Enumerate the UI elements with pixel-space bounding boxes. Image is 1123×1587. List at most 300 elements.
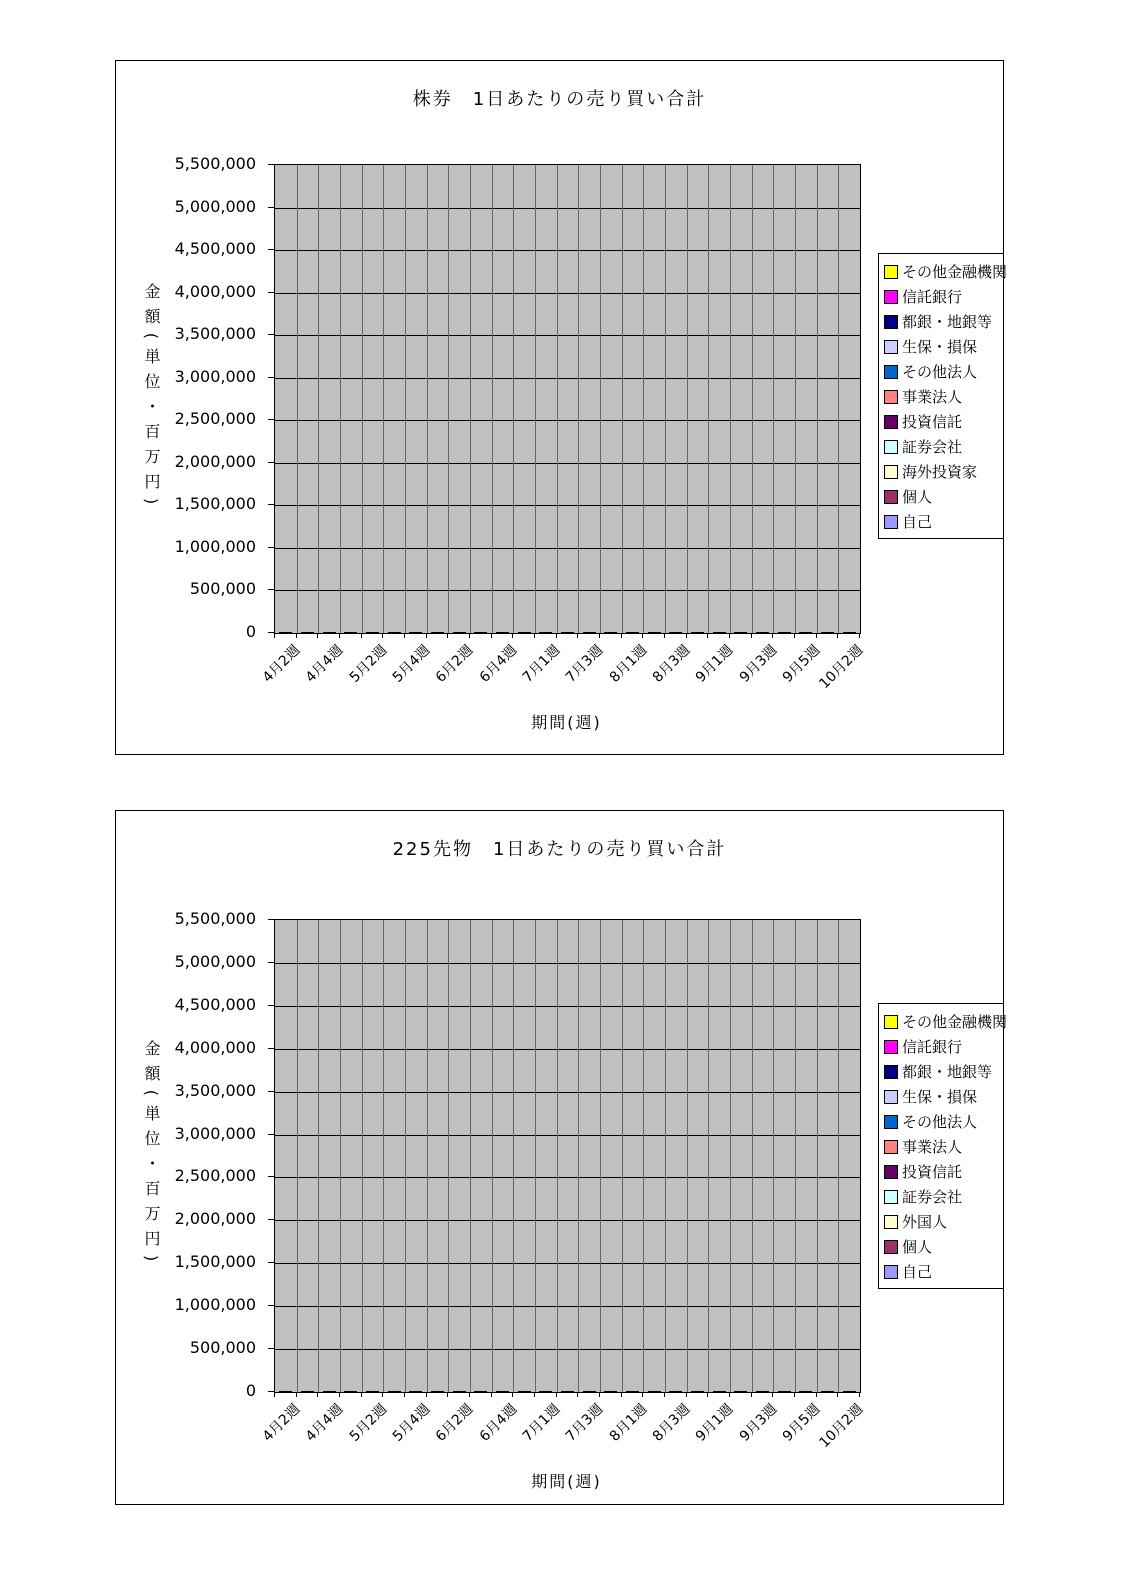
x-gridline <box>600 920 601 1392</box>
x-tick-label: 4月2週 <box>259 1401 304 1445</box>
legend-item <box>884 484 1003 509</box>
bar-segment-その他金融機関 <box>279 1391 292 1393</box>
x-gridline <box>535 920 536 1392</box>
bar-segment-その他金融機関 <box>583 1391 596 1393</box>
bar-segment-その他金融機関 <box>604 632 617 634</box>
x-axis-tick <box>469 1392 470 1397</box>
x-axis-tick <box>556 1392 557 1397</box>
y-tick-label: 4,000,000 <box>174 1038 256 1057</box>
y-axis-tick <box>268 334 274 335</box>
x-gridline <box>405 920 406 1392</box>
x-axis-tick <box>426 633 427 638</box>
bar-segment-その他金融機関 <box>431 1391 444 1393</box>
x-axis-tick <box>642 1392 643 1397</box>
bar-segment-その他金融機関 <box>799 632 812 634</box>
legend-label: 生保・損保 <box>902 338 978 356</box>
x-tick-label: 9月1週 <box>692 1401 737 1445</box>
x-tick-label: 6月2週 <box>432 642 477 686</box>
bar-segment-その他金融機関 <box>691 1391 704 1393</box>
x-gridline <box>643 165 644 633</box>
bar-segment-その他金融機関 <box>691 632 704 634</box>
y-axis-tick <box>268 1262 274 1263</box>
bar-segment-その他金融機関 <box>561 1391 574 1393</box>
legend-label: 投資信託 <box>902 413 963 431</box>
y-axis-tick <box>268 249 274 250</box>
x-axis-tick <box>621 633 622 638</box>
y-axis-tick <box>268 547 274 548</box>
y-tick-label: 4,500,000 <box>174 239 256 258</box>
legend-label: 海外投資家 <box>902 463 978 481</box>
legend-swatch-icon <box>884 1065 898 1079</box>
y-tick-label: 3,500,000 <box>174 324 256 343</box>
legend-swatch-icon <box>884 1240 898 1254</box>
x-axis-tick <box>859 1392 860 1397</box>
y-axis-tick <box>268 1048 274 1049</box>
x-axis-tick <box>404 1392 405 1397</box>
x-gridline <box>362 165 363 633</box>
x-axis-tick <box>556 633 557 638</box>
x-tick-label: 5月4週 <box>389 1401 434 1445</box>
bar-segment-その他金融機関 <box>583 632 596 634</box>
x-axis-tick <box>512 633 513 638</box>
y-tick-label: 500,000 <box>189 1338 256 1357</box>
x-axis-tick <box>274 633 275 638</box>
x-gridline <box>687 920 688 1392</box>
bar-segment-その他金融機関 <box>518 632 531 634</box>
legend-item <box>884 309 1003 334</box>
x-axis-tick <box>339 633 340 638</box>
legend-label: 個人 <box>902 488 933 506</box>
x-gridline <box>643 920 644 1392</box>
legend-item <box>884 509 1003 534</box>
x-gridline <box>557 920 558 1392</box>
y-tick-label: 3,000,000 <box>174 367 256 386</box>
y-tick-label: 1,000,000 <box>174 1295 256 1314</box>
x-gridline <box>752 165 753 633</box>
bar-segment-その他金融機関 <box>648 632 661 634</box>
legend-label: その他金融機関 <box>902 1013 1008 1031</box>
bar-segment-その他金融機関 <box>474 632 487 634</box>
y-axis-tick <box>268 589 274 590</box>
bar-segment-その他金融機関 <box>626 632 639 634</box>
x-tick-label: 9月5週 <box>779 642 824 686</box>
x-gridline <box>383 920 384 1392</box>
x-tick-label: 5月2週 <box>346 1401 391 1445</box>
x-axis-tick <box>339 1392 340 1397</box>
x-axis-tick <box>794 1392 795 1397</box>
x-axis-tick <box>577 1392 578 1397</box>
bar-segment-その他金融機関 <box>366 632 379 634</box>
y-axis-tick <box>268 1091 274 1092</box>
y-tick-label: 5,000,000 <box>174 952 256 971</box>
x-axis-tick <box>317 633 318 638</box>
x-axis-tick <box>772 633 773 638</box>
x-gridline <box>470 920 471 1392</box>
legend-swatch-icon <box>884 515 898 529</box>
bar-segment-その他金融機関 <box>496 1391 509 1393</box>
legend-label: 自己 <box>902 513 933 531</box>
y-axis-tick <box>268 292 274 293</box>
x-gridline <box>297 165 298 633</box>
bar-segment-その他金融機関 <box>301 632 314 634</box>
x-tick-label: 4月2週 <box>259 642 304 686</box>
bar-segment-その他金融機関 <box>409 632 422 634</box>
y-axis-tick <box>268 164 274 165</box>
x-axis-tick <box>837 1392 838 1397</box>
x-gridline <box>838 920 839 1392</box>
x-gridline <box>535 165 536 633</box>
legend-label: 自己 <box>902 1263 933 1281</box>
x-axis-tick <box>642 633 643 638</box>
stock-chart <box>115 60 1008 755</box>
x-tick-label: 8月3週 <box>649 1401 694 1445</box>
legend-label: 個人 <box>902 1238 933 1256</box>
x-tick-label: 7月3週 <box>562 642 607 686</box>
y-axis-title: 金額(単位・百万円) <box>142 282 161 514</box>
bar-segment-その他金融機関 <box>821 632 834 634</box>
legend-item <box>884 1084 1003 1109</box>
bar-segment-その他金融機関 <box>409 1391 422 1393</box>
bar-segment-その他金融機関 <box>539 632 552 634</box>
bar-segment-その他金融機関 <box>301 1391 314 1393</box>
bar-segment-その他金融機関 <box>713 1391 726 1393</box>
x-axis-tick <box>577 633 578 638</box>
x-tick-label: 9月5週 <box>779 1401 824 1445</box>
bar-segment-その他金融機関 <box>344 1391 357 1393</box>
x-axis-tick <box>794 633 795 638</box>
x-gridline <box>492 920 493 1392</box>
x-gridline <box>817 165 818 633</box>
x-gridline <box>773 920 774 1392</box>
bar-segment-その他金融機関 <box>669 1391 682 1393</box>
y-tick-label: 3,500,000 <box>174 1081 256 1100</box>
x-gridline <box>752 920 753 1392</box>
y-tick-label: 1,000,000 <box>174 537 256 556</box>
legend-item <box>884 1134 1003 1159</box>
x-gridline <box>795 920 796 1392</box>
x-tick-label: 6月4週 <box>476 642 521 686</box>
x-axis-tick <box>382 633 383 638</box>
y-tick-label: 1,500,000 <box>174 1252 256 1271</box>
bar-segment-その他金融機関 <box>453 1391 466 1393</box>
chart-title: 225先物 1日あたりの売り買い合計 <box>392 839 727 860</box>
x-axis-tick <box>361 1392 362 1397</box>
x-tick-label: 10月2週 <box>816 1401 867 1452</box>
y-tick-label: 4,500,000 <box>174 995 256 1014</box>
y-axis-tick <box>268 1005 274 1006</box>
x-tick-label: 7月1週 <box>519 1401 564 1445</box>
x-axis-tick <box>491 1392 492 1397</box>
x-gridline <box>362 920 363 1392</box>
x-axis-tick <box>534 1392 535 1397</box>
y-tick-label: 1,500,000 <box>174 494 256 513</box>
bar-segment-その他金融機関 <box>453 632 466 634</box>
x-tick-label: 8月1週 <box>606 642 651 686</box>
bar-segment-その他金融機関 <box>323 1391 336 1393</box>
bar-segment-その他金融機関 <box>344 632 357 634</box>
y-tick-label: 5,000,000 <box>174 197 256 216</box>
bar-segment-その他金融機関 <box>279 632 292 634</box>
bar-segment-その他金融機関 <box>843 1391 856 1393</box>
legend-swatch-icon <box>884 415 898 429</box>
x-axis-tick <box>361 633 362 638</box>
legend-label: 生保・損保 <box>902 1088 978 1106</box>
x-tick-label: 9月3週 <box>736 642 781 686</box>
futures-chart <box>115 810 1008 1505</box>
bar-segment-その他金融機関 <box>388 632 401 634</box>
x-axis-tick <box>512 1392 513 1397</box>
x-gridline <box>578 165 579 633</box>
legend-label: 都銀・地銀等 <box>902 1063 993 1081</box>
y-tick-label: 2,000,000 <box>174 1209 256 1228</box>
bar-segment-その他金融機関 <box>561 632 574 634</box>
x-tick-label: 9月3週 <box>736 1401 781 1445</box>
x-gridline <box>340 165 341 633</box>
bar-segment-その他金融機関 <box>604 1391 617 1393</box>
y-axis-tick <box>268 462 274 463</box>
x-gridline <box>708 920 709 1392</box>
x-axis-tick <box>296 633 297 638</box>
chart-title: 株券 1日あたりの売り買い合計 <box>412 89 707 110</box>
y-tick-label: 0 <box>245 1381 256 1400</box>
x-tick-label: 7月3週 <box>562 1401 607 1445</box>
x-gridline <box>600 165 601 633</box>
x-gridline <box>405 165 406 633</box>
x-axis-tick <box>707 1392 708 1397</box>
legend-label: その他金融機関 <box>902 263 1008 281</box>
y-axis-tick <box>268 1176 274 1177</box>
y-axis-tick <box>268 419 274 420</box>
legend-swatch-icon <box>884 1215 898 1229</box>
y-tick-label: 5,500,000 <box>174 909 256 928</box>
legend-item <box>884 359 1003 384</box>
x-axis-tick <box>534 633 535 638</box>
bar-segment-その他金融機関 <box>431 632 444 634</box>
x-axis-tick <box>426 1392 427 1397</box>
legend-label: 投資信託 <box>902 1163 963 1181</box>
x-axis-tick <box>664 1392 665 1397</box>
legend-item <box>884 1059 1003 1084</box>
bar-segment-その他金融機関 <box>778 1391 791 1393</box>
x-axis-tick <box>274 1392 275 1397</box>
bar-segment-その他金融機関 <box>756 1391 769 1393</box>
x-tick-label: 7月1週 <box>519 642 564 686</box>
legend-swatch-icon <box>884 440 898 454</box>
legend-item <box>884 1159 1003 1184</box>
bar-segment-その他金融機関 <box>756 632 769 634</box>
legend-swatch-icon <box>884 1015 898 1029</box>
x-gridline <box>578 920 579 1392</box>
x-axis-tick <box>729 1392 730 1397</box>
y-axis-tick <box>268 919 274 920</box>
y-tick-label: 2,500,000 <box>174 1166 256 1185</box>
x-axis-tick <box>859 633 860 638</box>
x-axis-tick <box>816 633 817 638</box>
x-gridline <box>513 165 514 633</box>
bar-segment-その他金融機関 <box>734 632 747 634</box>
x-axis-tick <box>296 1392 297 1397</box>
x-gridline <box>665 165 666 633</box>
bar-segment-その他金融機関 <box>778 632 791 634</box>
x-axis-tick <box>447 633 448 638</box>
x-tick-label: 5月4週 <box>389 642 434 686</box>
x-gridline <box>838 165 839 633</box>
legend-swatch-icon <box>884 315 898 329</box>
x-axis-tick <box>751 633 752 638</box>
legend-item <box>884 334 1003 359</box>
bar-segment-その他金融機関 <box>713 632 726 634</box>
y-tick-label: 0 <box>245 622 256 641</box>
x-axis-tick <box>469 633 470 638</box>
legend-label: 証券会社 <box>902 1188 963 1206</box>
x-gridline <box>622 165 623 633</box>
legend-swatch-icon <box>884 340 898 354</box>
y-axis-tick <box>268 504 274 505</box>
bar-segment-その他金融機関 <box>843 632 856 634</box>
legend-item <box>884 459 1003 484</box>
bar-segment-その他金融機関 <box>496 632 509 634</box>
legend-swatch-icon <box>884 1040 898 1054</box>
x-tick-label: 4月4週 <box>302 642 347 686</box>
x-axis-tick <box>599 633 600 638</box>
x-gridline <box>318 165 319 633</box>
x-tick-label: 9月1週 <box>692 642 737 686</box>
x-axis-tick <box>317 1392 318 1397</box>
x-gridline <box>470 165 471 633</box>
x-axis-tick <box>664 633 665 638</box>
y-tick-label: 4,000,000 <box>174 282 256 301</box>
y-axis-tick <box>268 1134 274 1135</box>
legend-item <box>884 434 1003 459</box>
y-axis-tick <box>268 207 274 208</box>
legend-label: 信託銀行 <box>902 288 963 306</box>
y-tick-label: 3,000,000 <box>174 1124 256 1143</box>
legend-label: 外国人 <box>902 1213 948 1231</box>
bar-segment-その他金融機関 <box>539 1391 552 1393</box>
x-axis-tick <box>447 1392 448 1397</box>
legend-swatch-icon <box>884 490 898 504</box>
x-tick-label: 10月2週 <box>816 642 867 693</box>
y-axis-tick <box>268 1305 274 1306</box>
legend-swatch-icon <box>884 1140 898 1154</box>
x-gridline <box>773 165 774 633</box>
legend-swatch-icon <box>884 465 898 479</box>
bar-segment-その他金融機関 <box>366 1391 379 1393</box>
bar-segment-その他金融機関 <box>626 1391 639 1393</box>
legend-swatch-icon <box>884 390 898 404</box>
legend-swatch-icon <box>884 265 898 279</box>
bar-segment-その他金融機関 <box>388 1391 401 1393</box>
x-axis-tick <box>599 1392 600 1397</box>
x-gridline <box>730 920 731 1392</box>
x-axis-tick <box>837 633 838 638</box>
x-gridline <box>557 165 558 633</box>
legend-swatch-icon <box>884 1115 898 1129</box>
x-gridline <box>687 165 688 633</box>
y-tick-label: 2,500,000 <box>174 409 256 428</box>
legend-item <box>884 1184 1003 1209</box>
x-gridline <box>513 920 514 1392</box>
x-tick-label: 4月4週 <box>302 1401 347 1445</box>
x-axis-tick <box>491 633 492 638</box>
legend-swatch-icon <box>884 365 898 379</box>
y-tick-label: 2,000,000 <box>174 452 256 471</box>
y-axis-tick <box>268 962 274 963</box>
plot-area <box>274 164 861 634</box>
x-gridline <box>427 920 428 1392</box>
x-gridline <box>817 920 818 1392</box>
legend-item <box>884 1034 1003 1059</box>
plot-area <box>274 919 861 1393</box>
bar-segment-その他金融機関 <box>474 1391 487 1393</box>
x-axis-tick <box>707 633 708 638</box>
bar-segment-その他金融機関 <box>669 632 682 634</box>
legend-label: その他法人 <box>902 363 978 381</box>
x-gridline <box>448 920 449 1392</box>
legend <box>878 1003 1008 1289</box>
legend-item <box>884 1009 1008 1034</box>
x-tick-label: 8月3週 <box>649 642 694 686</box>
x-axis-tick <box>729 633 730 638</box>
y-tick-label: 5,500,000 <box>174 154 256 173</box>
x-gridline <box>622 920 623 1392</box>
x-axis-title: 期間(週) <box>531 713 602 732</box>
bar-segment-その他金融機関 <box>648 1391 661 1393</box>
x-gridline <box>665 920 666 1392</box>
legend <box>878 253 1008 539</box>
x-axis-tick <box>751 1392 752 1397</box>
x-tick-label: 6月2週 <box>432 1401 477 1445</box>
y-axis-tick <box>268 1219 274 1220</box>
x-axis-tick <box>404 633 405 638</box>
bar-segment-その他金融機関 <box>518 1391 531 1393</box>
x-gridline <box>795 165 796 633</box>
x-axis-tick <box>772 1392 773 1397</box>
y-axis-tick <box>268 1348 274 1349</box>
x-gridline <box>297 920 298 1392</box>
legend-swatch-icon <box>884 290 898 304</box>
x-gridline <box>730 165 731 633</box>
legend-item <box>884 284 1003 309</box>
legend-label: 事業法人 <box>902 388 963 406</box>
legend-label: 事業法人 <box>902 1138 963 1156</box>
legend-swatch-icon <box>884 1265 898 1279</box>
legend-label: 証券会社 <box>902 438 963 456</box>
x-axis-tick <box>816 1392 817 1397</box>
x-gridline <box>448 165 449 633</box>
bar-segment-その他金融機関 <box>799 1391 812 1393</box>
bar-segment-その他金融機関 <box>323 632 336 634</box>
legend-swatch-icon <box>884 1190 898 1204</box>
y-axis-title: 金額(単位・百万円) <box>142 1039 161 1271</box>
legend-item <box>884 1259 1003 1284</box>
x-gridline <box>383 165 384 633</box>
x-tick-label: 6月4週 <box>476 1401 521 1445</box>
legend-label: 信託銀行 <box>902 1038 963 1056</box>
y-axis-tick <box>268 377 274 378</box>
legend-item <box>884 1209 1003 1234</box>
legend-item <box>884 384 1003 409</box>
legend-item <box>884 1109 1003 1134</box>
legend-swatch-icon <box>884 1090 898 1104</box>
legend-item <box>884 409 1003 434</box>
x-axis-tick <box>686 1392 687 1397</box>
legend-item <box>884 1234 1003 1259</box>
bar-segment-その他金融機関 <box>821 1391 834 1393</box>
legend-label: その他法人 <box>902 1113 978 1131</box>
x-tick-label: 5月2週 <box>346 642 391 686</box>
legend-item <box>884 259 1008 284</box>
